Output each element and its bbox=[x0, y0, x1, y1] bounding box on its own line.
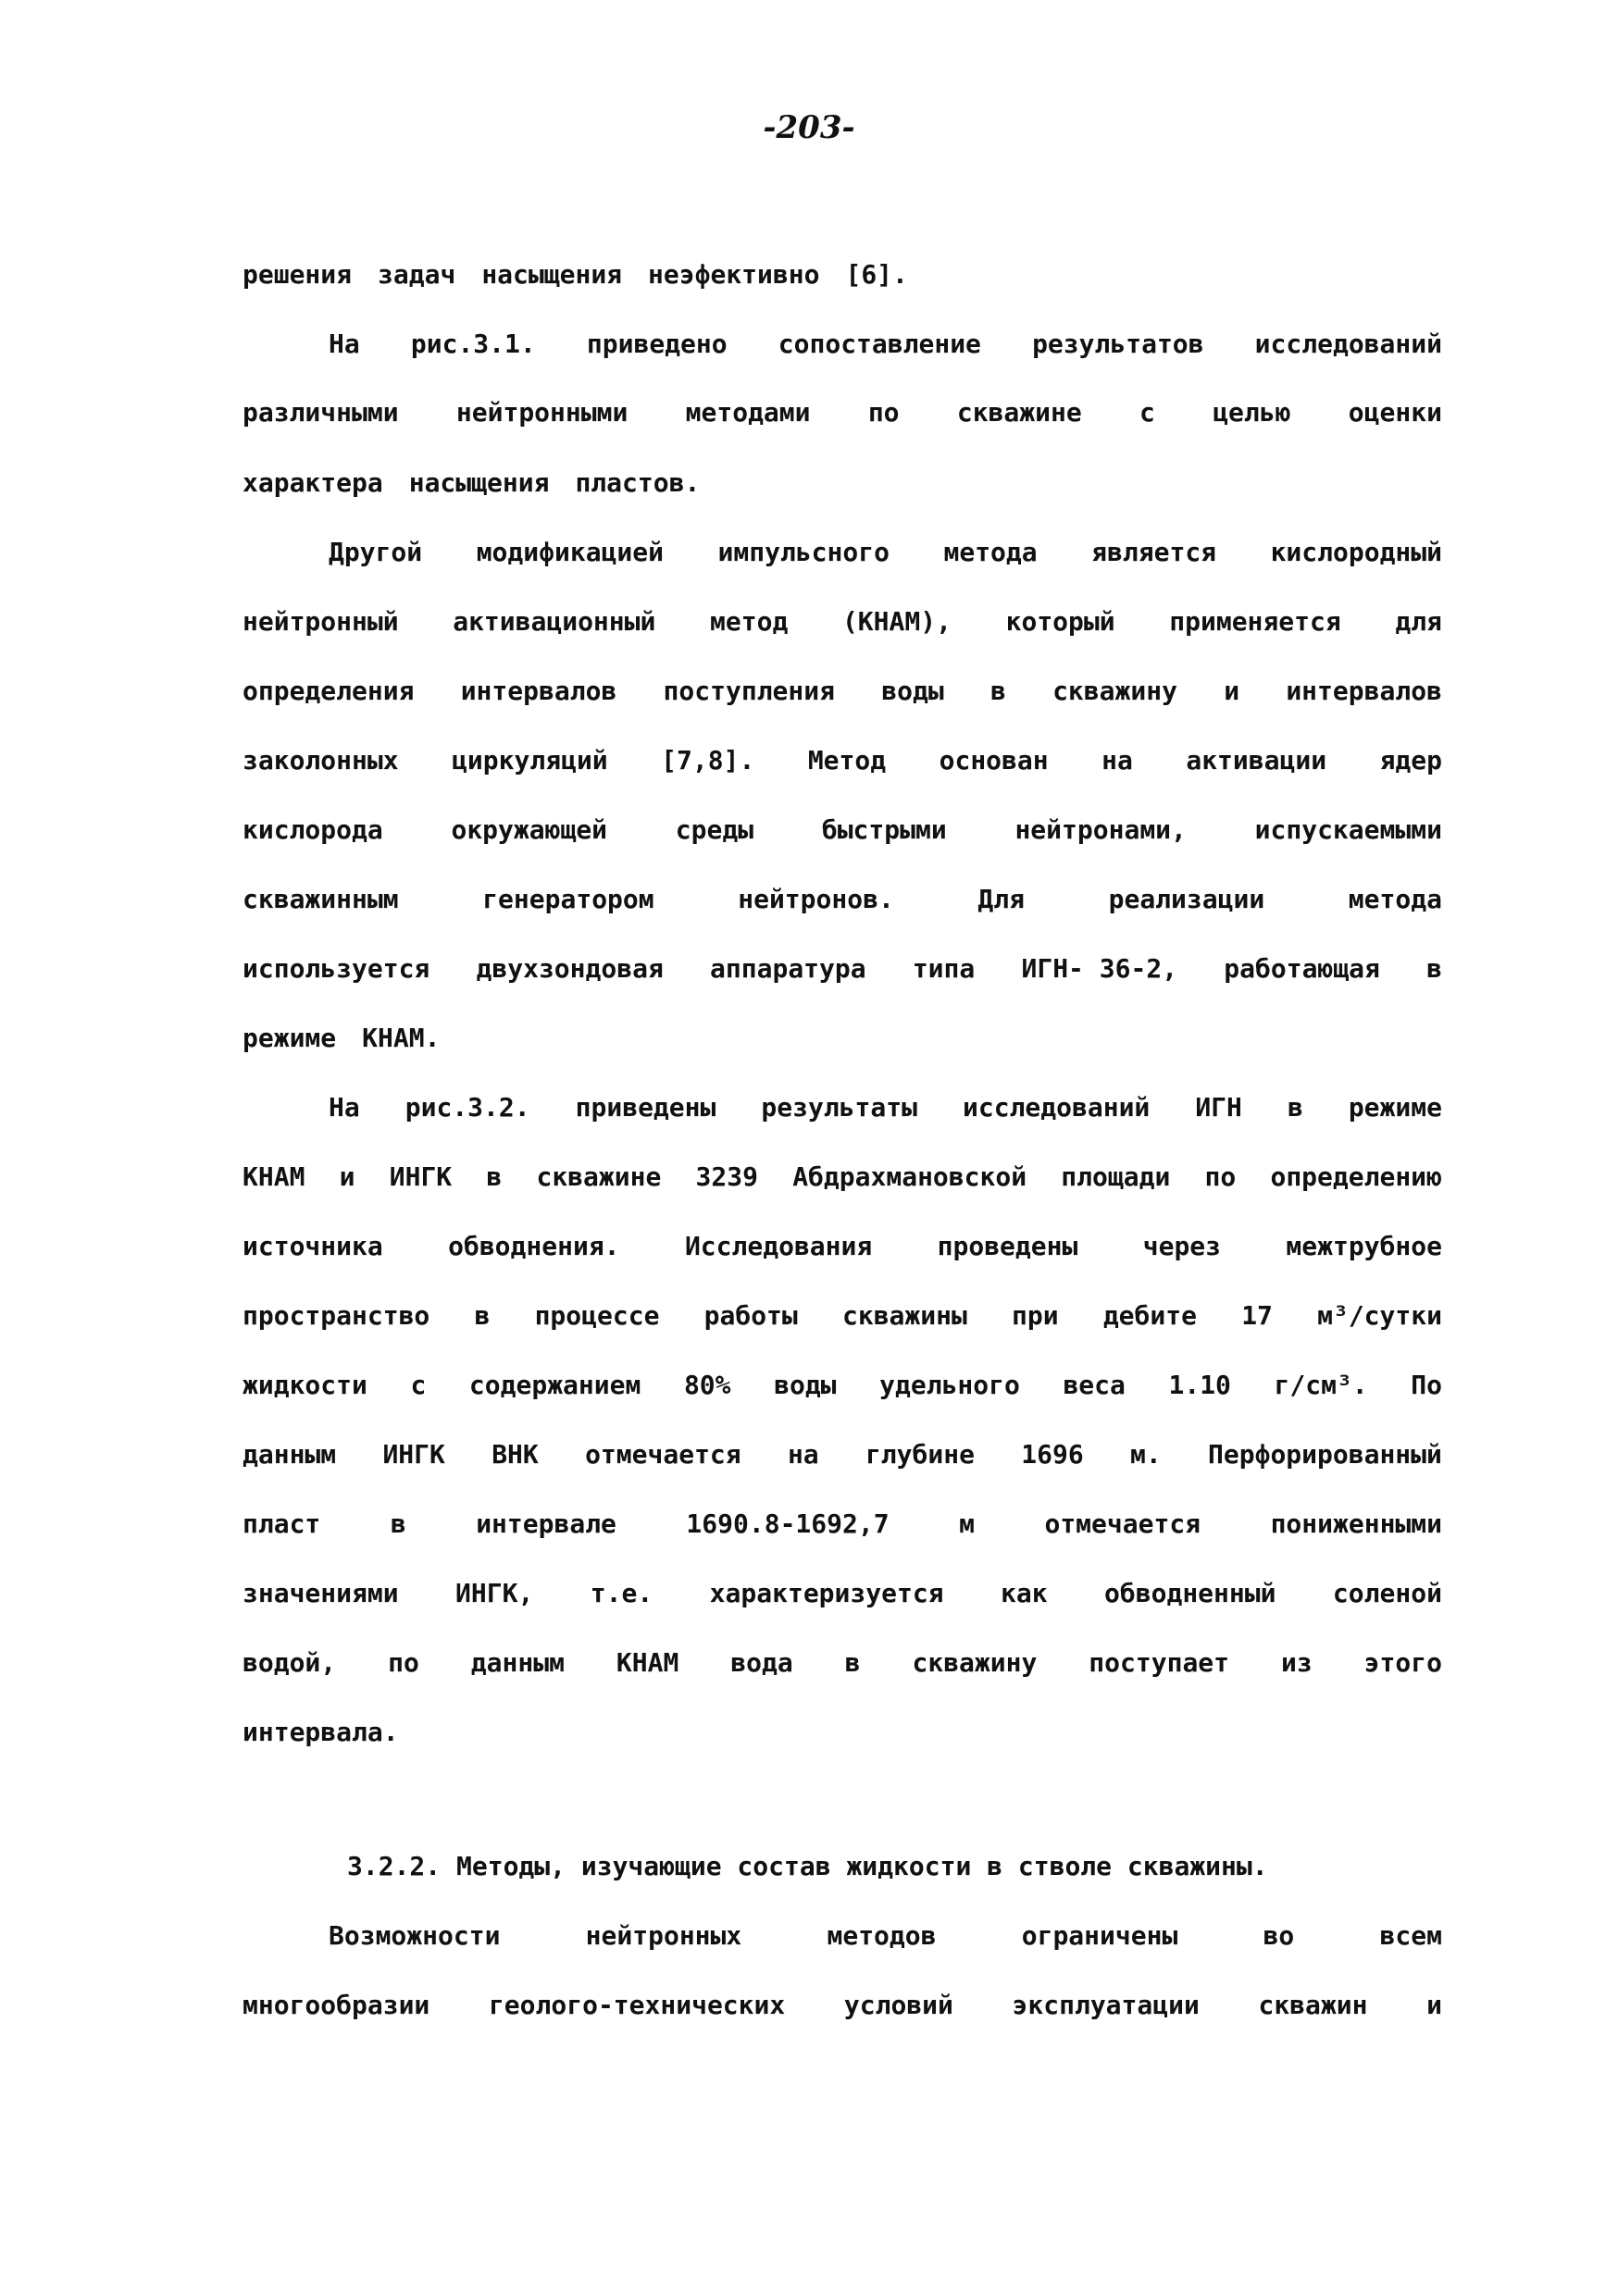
word: модификацией bbox=[476, 537, 664, 567]
text-line bbox=[243, 1643, 1442, 1683]
word: используется bbox=[243, 953, 430, 984]
word: пласт bbox=[243, 1508, 321, 1539]
word: при bbox=[1012, 1300, 1059, 1331]
word: на bbox=[787, 1439, 819, 1470]
word: интервалов bbox=[1286, 676, 1442, 706]
word: задач bbox=[378, 259, 456, 290]
word: по bbox=[388, 1647, 419, 1678]
text-line bbox=[243, 810, 1442, 850]
word: различными bbox=[243, 397, 399, 428]
word: ограничены bbox=[1021, 1920, 1178, 1951]
word: для bbox=[1395, 606, 1442, 637]
word: решения bbox=[243, 259, 353, 290]
word: м bbox=[959, 1508, 975, 1539]
word: ИНГК bbox=[389, 1161, 453, 1192]
word: через bbox=[1142, 1231, 1222, 1261]
word: КНАМ bbox=[243, 1161, 305, 1192]
word: КНАМ. bbox=[362, 1023, 441, 1053]
text-line bbox=[329, 324, 1442, 365]
word: 80% bbox=[683, 1370, 731, 1400]
word: является bbox=[1091, 537, 1217, 567]
word: импульсного bbox=[717, 537, 890, 567]
word: веса bbox=[1063, 1370, 1126, 1400]
word: (КНАМ), bbox=[841, 606, 952, 637]
word: скважину bbox=[912, 1647, 1038, 1678]
word: По bbox=[1411, 1370, 1442, 1400]
word: ядер bbox=[1379, 745, 1442, 776]
word: удельного bbox=[879, 1370, 1020, 1400]
page-number: -203- bbox=[763, 109, 855, 146]
word: ВНК bbox=[492, 1439, 539, 1470]
word: Другой bbox=[329, 537, 423, 567]
word: нейтронный bbox=[243, 606, 399, 637]
word: скважины bbox=[841, 1300, 967, 1331]
word: характеризуется bbox=[709, 1578, 944, 1608]
word: 3239 bbox=[695, 1161, 758, 1192]
word: пространство bbox=[243, 1300, 430, 1331]
word: обводнения. bbox=[448, 1231, 620, 1261]
text-line bbox=[243, 671, 1442, 712]
text-line bbox=[243, 740, 1442, 781]
word: пониженными bbox=[1270, 1508, 1442, 1539]
word: водой, bbox=[243, 1647, 337, 1678]
word: КНАМ bbox=[616, 1647, 679, 1678]
word: 3.2.2. Методы, изучающие состав жидкости в стволе скважины. bbox=[347, 1851, 1268, 1881]
word: исследований bbox=[963, 1092, 1151, 1123]
text-line bbox=[243, 949, 1442, 989]
word: жидкости bbox=[243, 1370, 367, 1400]
word: данным bbox=[470, 1647, 565, 1678]
word: в bbox=[486, 1161, 503, 1192]
word: кислородный bbox=[1270, 537, 1442, 567]
word: этого bbox=[1363, 1647, 1442, 1678]
word: методов bbox=[827, 1920, 937, 1951]
word: типа bbox=[912, 953, 976, 984]
word: в bbox=[989, 676, 1006, 706]
word: реализации bbox=[1108, 884, 1265, 914]
word: интервалов bbox=[460, 676, 617, 706]
text-line bbox=[243, 1157, 1442, 1198]
word: неэфективно bbox=[648, 259, 820, 290]
word: кислорода bbox=[243, 814, 383, 845]
word: площади bbox=[1061, 1161, 1171, 1192]
text-line bbox=[243, 1018, 1442, 1059]
text-line bbox=[243, 392, 1442, 433]
word: основан bbox=[939, 745, 1049, 776]
text-line bbox=[329, 532, 1442, 573]
word: в bbox=[474, 1300, 491, 1331]
word: скважине bbox=[956, 397, 1082, 428]
word: и bbox=[1224, 676, 1240, 706]
word: скважин bbox=[1258, 1990, 1368, 2020]
word: в bbox=[1287, 1092, 1303, 1123]
text-line bbox=[329, 1916, 1442, 1956]
word: Метод bbox=[807, 745, 887, 776]
section-heading bbox=[347, 1846, 1365, 1887]
word: циркуляций bbox=[452, 745, 608, 776]
word: по bbox=[867, 397, 900, 428]
word: Возможности bbox=[329, 1920, 501, 1951]
word: который bbox=[1005, 606, 1115, 637]
text-line bbox=[243, 1365, 1442, 1406]
word: с bbox=[1139, 397, 1155, 428]
word: условий bbox=[843, 1990, 953, 2020]
word: режиме bbox=[1348, 1092, 1442, 1123]
word: насыщения bbox=[481, 259, 623, 290]
word: вода bbox=[730, 1647, 793, 1678]
word: рис.3.1. bbox=[410, 329, 536, 359]
word: работы bbox=[703, 1300, 798, 1331]
text-line bbox=[243, 1573, 1442, 1614]
word: результаты bbox=[761, 1092, 917, 1123]
word: На bbox=[329, 1092, 360, 1123]
text-line bbox=[243, 1985, 1442, 2026]
word: воды bbox=[881, 676, 944, 706]
word: [7,8]. bbox=[661, 745, 755, 776]
text-line bbox=[243, 1504, 1442, 1545]
word: ИНГК, bbox=[455, 1578, 534, 1608]
word: рис.3.2. bbox=[404, 1092, 530, 1123]
word: характера bbox=[243, 467, 383, 498]
word: процессе bbox=[534, 1300, 660, 1331]
text-line bbox=[243, 1434, 1442, 1475]
text-line bbox=[243, 1226, 1442, 1267]
word: определению bbox=[1270, 1161, 1442, 1192]
word: нейтронных bbox=[585, 1920, 742, 1951]
word: метод bbox=[710, 606, 789, 637]
word: дебите bbox=[1102, 1300, 1197, 1331]
word: оценки bbox=[1348, 397, 1442, 428]
word: содержанием bbox=[468, 1370, 641, 1400]
word: генератором bbox=[482, 884, 654, 914]
text-line bbox=[243, 463, 1442, 503]
word: интервала. bbox=[243, 1717, 399, 1747]
word: ИГН- 36-2, bbox=[1021, 953, 1178, 984]
word: в bbox=[390, 1508, 406, 1539]
word: методами bbox=[685, 397, 811, 428]
word: метода bbox=[943, 537, 1038, 567]
word: интервале bbox=[476, 1508, 616, 1539]
word: и bbox=[1426, 1990, 1442, 2020]
word: применяется bbox=[1169, 606, 1341, 637]
word: межтрубное bbox=[1286, 1231, 1442, 1261]
word: из bbox=[1280, 1647, 1313, 1678]
word: поступает bbox=[1089, 1647, 1230, 1678]
word: т.е. bbox=[590, 1578, 653, 1608]
word: глубине bbox=[865, 1439, 975, 1470]
word: аппаратура bbox=[710, 953, 866, 984]
word: Для bbox=[977, 884, 1025, 914]
word: 1690.8-1692,7 bbox=[686, 1508, 890, 1539]
word: проведены bbox=[937, 1231, 1078, 1261]
word: На bbox=[329, 329, 360, 359]
text-line bbox=[243, 1296, 1442, 1336]
word: метода bbox=[1348, 884, 1442, 914]
word: 1696 bbox=[1021, 1439, 1084, 1470]
word: м. bbox=[1130, 1439, 1162, 1470]
word: данным bbox=[243, 1439, 337, 1470]
word: во bbox=[1263, 1920, 1295, 1951]
word: обводненный bbox=[1104, 1578, 1276, 1608]
word: двухзондовая bbox=[476, 953, 664, 984]
word: отмечается bbox=[585, 1439, 741, 1470]
word: Абдрахмановской bbox=[792, 1161, 1027, 1192]
word: 1.10 bbox=[1168, 1370, 1231, 1400]
word: режиме bbox=[243, 1023, 337, 1053]
word: источника bbox=[243, 1231, 383, 1261]
word: ИНГК bbox=[382, 1439, 445, 1470]
word: 17 bbox=[1241, 1300, 1273, 1331]
word: скважине bbox=[536, 1161, 662, 1192]
text-line bbox=[243, 602, 1442, 642]
word: нейтронами, bbox=[1014, 814, 1187, 845]
word: приведено bbox=[586, 329, 728, 359]
word: г/см³. bbox=[1274, 1370, 1368, 1400]
word: целью bbox=[1213, 397, 1291, 428]
word: геолого-технических bbox=[488, 1990, 786, 2020]
word: быстрыми bbox=[821, 814, 947, 845]
word: определения bbox=[243, 676, 415, 706]
word: окружающей bbox=[451, 814, 608, 845]
word: приведены bbox=[575, 1092, 716, 1123]
word: пластов. bbox=[575, 467, 701, 498]
word: заколонных bbox=[243, 745, 399, 776]
word: на bbox=[1101, 745, 1133, 776]
word: Перфорированный bbox=[1208, 1439, 1442, 1470]
word: в bbox=[1426, 953, 1442, 984]
word: в bbox=[844, 1647, 861, 1678]
word: ИГН bbox=[1195, 1092, 1242, 1123]
word: насыщения bbox=[408, 467, 550, 498]
word: активационный bbox=[453, 606, 656, 637]
word: по bbox=[1204, 1161, 1237, 1192]
word: и bbox=[339, 1161, 355, 1192]
word: нейтронов. bbox=[738, 884, 894, 914]
word: результатов bbox=[1032, 329, 1204, 359]
word: как bbox=[1001, 1578, 1048, 1608]
word: Исследования bbox=[684, 1231, 873, 1261]
word: испускаемыми bbox=[1254, 814, 1442, 845]
word: активации bbox=[1186, 745, 1327, 776]
word: среды bbox=[675, 814, 754, 845]
word: работающая bbox=[1224, 953, 1380, 984]
word: отмечается bbox=[1044, 1508, 1201, 1539]
text-line bbox=[243, 254, 1442, 295]
word: м³/сутки bbox=[1317, 1300, 1442, 1331]
word: скважинным bbox=[243, 884, 399, 914]
word: [6]. bbox=[845, 259, 908, 290]
word: нейтронными bbox=[455, 397, 629, 428]
word: эксплуатации bbox=[1012, 1990, 1200, 2020]
word: исследований bbox=[1254, 329, 1442, 359]
word: с bbox=[410, 1370, 427, 1400]
word: скважину bbox=[1052, 676, 1177, 706]
word: значениями bbox=[243, 1578, 399, 1608]
word: соленой bbox=[1332, 1578, 1442, 1608]
text-line bbox=[243, 879, 1442, 920]
word: воды bbox=[774, 1370, 837, 1400]
word: сопоставление bbox=[778, 329, 981, 359]
text-line bbox=[243, 1712, 1442, 1753]
word: поступления bbox=[663, 676, 835, 706]
word: многообразии bbox=[243, 1990, 430, 2020]
word: всем bbox=[1379, 1920, 1442, 1951]
text-line bbox=[329, 1087, 1442, 1128]
